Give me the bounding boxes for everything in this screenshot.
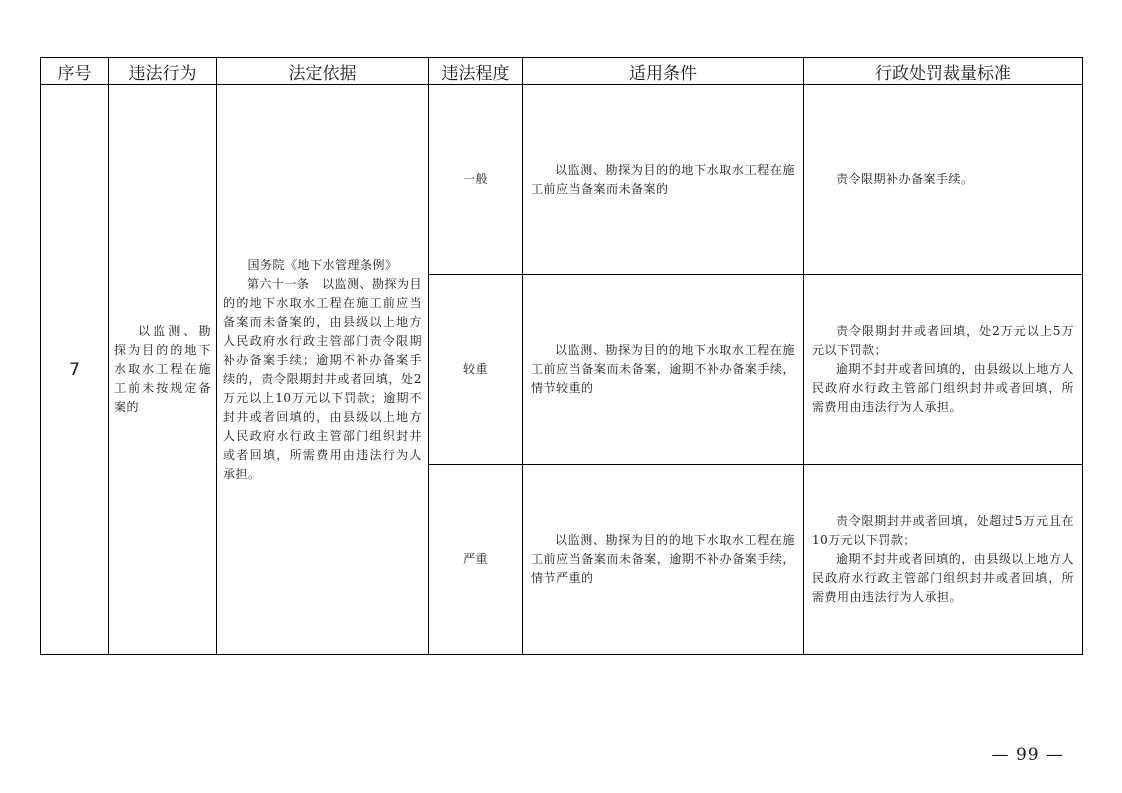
penalty-table: [40, 57, 1083, 655]
cond-text: 以监测、勘探为目的的地下水取水工程在施工前应当备案而未备案，逾期不补办备案手续，情节严重的: [531, 533, 795, 585]
basis-title: 国务院《地下水管理条例》: [247, 257, 398, 272]
cond-cell: [523, 465, 804, 655]
cond-text: 以监测、勘探为目的的地下水取水工程在施工前应当备案而未备案，逾期不补办备案手续，情节较重的: [531, 343, 795, 395]
std-cell: [804, 465, 1083, 655]
header-row: [41, 58, 1083, 85]
degree-cell: [429, 275, 523, 465]
seq-cell: [41, 85, 109, 655]
header-std: 行政处罚裁量标准: [804, 58, 1083, 85]
act-cell: [109, 85, 217, 655]
header-cond: 适用条件: [523, 58, 804, 85]
std-text: 逾期不封井或者回填的，由县级以上地方人民政府水行政主管部门组织封井或者回填，所需费用由违法行为人承担。: [812, 362, 1074, 414]
std-cell: [804, 85, 1083, 275]
basis-text: 第六十一条 以监测、勘探为目的的地下水取水工程在施工前应当备案而未备案的，由县级以上地方人民政府水行政主管部门责令限期补办备案手续；逾期不补办备案手续的，责令限期封井或者回填，处2万元以上10万元以下罚款；逾期不封井或者回填的，由县级以上地方人民政府水行政主管部门组织封井或者回填，所需费用由违法行为人承担。: [223, 276, 423, 481]
degree-label: 严重: [462, 552, 488, 566]
header-degree: 违法程度: [429, 58, 523, 85]
degree-label: 一般: [462, 172, 488, 186]
degree-label: 较重: [462, 362, 488, 376]
std-cell: [804, 275, 1083, 465]
header-basis: 法定依据: [217, 58, 429, 85]
violation-text: 以监测、勘探为目的的地下水取水工程在施工前未按规定备案的: [114, 324, 211, 414]
basis-cell: [217, 85, 429, 655]
std-text: 责令限期补办备案手续。: [836, 172, 974, 186]
header-act: 违法行为: [109, 58, 217, 85]
seq-number: 7: [69, 359, 80, 380]
cond-cell: [523, 85, 804, 275]
page-number: — 99 —: [991, 745, 1064, 765]
cond-cell: [523, 275, 804, 465]
std-text: 逾期不封井或者回填的，由县级以上地方人民政府水行政主管部门组织封井或者回填，所需费用由违法行为人承担。: [812, 552, 1074, 604]
cond-text: 以监测、勘探为目的的地下水取水工程在施工前应当备案而未备案的: [531, 162, 795, 196]
table-row: [41, 85, 1083, 275]
std-text: 责令限期封井或者回填，处超过5万元且在10万元以下罚款；: [812, 514, 1074, 547]
header-seq: 序号: [41, 58, 109, 85]
std-text: 责令限期封井或者回填，处2万元以上5万元以下罚款；: [812, 324, 1074, 357]
degree-cell: [429, 85, 523, 275]
degree-cell: [429, 465, 523, 655]
